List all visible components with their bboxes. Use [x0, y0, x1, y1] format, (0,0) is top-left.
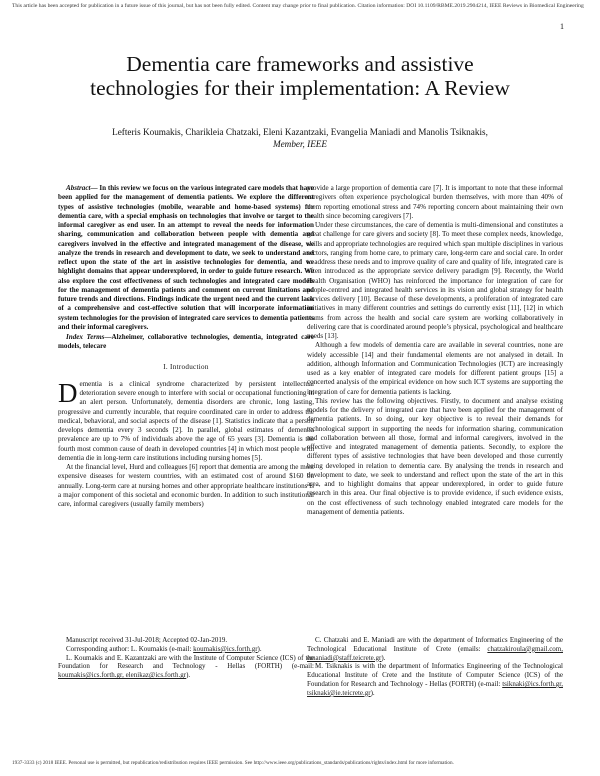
- author-membership: Member, IEEE: [272, 138, 328, 149]
- affil1-text: L. Koumakis and E. Kazantzaki are with the Institute of Computer Science (ICS) of the Foundation for Research and Technology - Hellas (FORTH) (e-mail:: [58, 653, 314, 671]
- corresponding-suffix: ).: [257, 644, 262, 653]
- left-column: [58, 184, 314, 509]
- footnotes-left: [58, 636, 314, 680]
- corresponding-prefix: Corresponding author: L. Koumakis (e-mail:: [66, 644, 194, 653]
- affil1-email-link[interactable]: koumakis@ics.forth.gr, elenikaz@ics.forth.gr: [58, 671, 187, 680]
- affiliation-note-1: [58, 654, 314, 680]
- index-terms: [58, 333, 314, 352]
- abstract: [58, 184, 314, 332]
- footnotes-right: [307, 636, 563, 698]
- page-number: 1: [560, 22, 564, 31]
- paper-title: Dementia care frameworks and assistive technologies for their implementation: A Review: [90, 52, 510, 100]
- copyright-footer: 1937-3333 (c) 2018 IEEE. Personal use is permitted, but republication/redistribution requires IEEE permission. See http://www.ieee.org/publications_standards/publications/rights/index.html for more information.: [12, 760, 454, 766]
- abstract-text: — In this review we focus on the various integrated care models that have been applied for the management of dementia patients. We explore the different types of assistive technologies (mobile, wearable and home-based systems) for dementia care, with a special emphasis on technologies that involve or target to the informal caregiver as end user. In an attempt to reveal the needs for information sharing, communication and collaboration between people with dementia and caregivers involved in the effective and integrated management of the disease, we analyze the trends in research and development to date, we seek to understand and reflect upon the state of the art in assistive technologies for dementia, and we highlight domains that appear underexplored, in order to guide future research. We also explore the cost effectiveness of such technologies and integrated care models for the management of dementia patients and comment on current limitations and future trends and directions. Findings indicate the urgent need and the current lack of a comprehensive and cost-effective solution that will incorporate information system technologies for the provision of integrated care services to dementia patients and their informal caregivers.: [58, 184, 314, 331]
- right-paragraph-3: Although a few models of dementia care are available in several countries, none are widely accessible [14] and their fundamental elements are not analysed in detail. In addition, although Information and Communication Technologies (ICT) are increasingly used as a key enabler of integrated care models for different patient groups [15] a concerted analysis of the empirical evidence on how such ICT systems are supporting the integration of care for dementia patients is lacking.: [307, 341, 563, 396]
- affil3-email-link[interactable]: tsiknaki@ics.forth.gr, tsiknaki@ie.teicrete.gr: [307, 679, 563, 697]
- authors: Lefteris Koumakis, Charikleia Chatzaki, Eleni Kazantzaki, Evangelia Maniadi and Manolis Tsiknakis,: [112, 127, 488, 137]
- affil1-suffix: ).: [186, 671, 191, 680]
- intro-p1-text: ementia is a clinical syndrome characterized by persistent intellectual deterioration severe enough to interfere with social or occupational functioning in an alert person. Unfortunately, dementia disorders are chronic, long lasting, progressive and currently incurable, that require coordinated care in order to address the medical, behavioral, and social aspects of the disease [1]. Statistics indicate that a person develops dementia every 3 seconds [2]. In parallel, global estimates of dementia prevalence are up to 7% of individuals above the age of 65 years [3]. Dementia is the fourth most common cause of death in developed countries [4] in which most people with dementia die in long-term care institutions including nursing homes [5].: [58, 379, 314, 462]
- right-column: [307, 184, 563, 517]
- drop-cap: D: [58, 377, 78, 408]
- affiliation-note-2: [307, 636, 563, 662]
- corresponding-email-link[interactable]: koumakis@ics.forth.gr: [193, 644, 258, 653]
- right-paragraph-4: This review has the following objectives. Firstly, to document and analyse existing models for the delivery of integrated care that have been applied for the management of dementia patients. In so doing, our key objective is to reveal their demands for technological support in supporting the needs for information sharing, communication and collaboration between all those, formal and informal caregivers, involved in the effective and integrated management of dementia patients. Secondly, to explore the different types of assistive technologies that have been developed and those currently being developed in relation to dementia care. By analysing the trends in research and development to date, we seek to understand and reflect upon the state of the art in this area, and to highlight domains that appear underexplored, in order to guide future research in this area. Our final objective is to provide evidence, if such evidence exists, on the cost effectiveness of such technology enabled integrated care models for the management of dementia patients.: [307, 396, 563, 516]
- corresponding-note: [58, 645, 314, 654]
- right-paragraph-2: Under these circumstances, the care of dementia is multi-dimensional and constitutes a great challenge for care givers and society [8]. To meet these complex needs, knowledge, skills and appropriate technologies are required which span multiple disciplines in various sectors, ranging from home care, to primary care, long-term care and social care. In order to address these needs and to improve quality of care and quality of life, integrated care is often introduced as the appropriate service delivery paradigm [9]. Recently, the World Health Organisation (WHO) has reinforced the importance for integration of care for people-centred and integrated health services in its vision and global strategy for health services delivery [10]. Because of these developments, a proliferation of integrated care initiatives in many different countries and settings do currently exist [11], [12] in which teams from across the health and social care system are working collaboratively in delivering care that is coordinated around people’s physical, psychological and healthcare needs [13].: [307, 221, 563, 340]
- affiliation-note-3: [307, 662, 563, 697]
- affil2-suffix: ).: [381, 653, 386, 662]
- journal-notice: This article has been accepted for publication in a future issue of this journal, but has not been fully edited. Content may change prior to final publication. Citation information: DOI 10.1109/RBME.2019.2904214, IEEE Reviews in Biomedical Engineering: [12, 3, 584, 9]
- intro-paragraph-1: [58, 377, 314, 463]
- affil2-email-link[interactable]: chatzakiroula@gmail.com, emaniadi@staff.teicrete.gr: [307, 644, 563, 662]
- intro-paragraph-2: At the financial level, Hurd and colleagues [6] report that dementia are among the most expensive diseases for western countries, with an estimated cost of around $160 bn annually. Long-term care at nursing homes and other appropriate healthcare institutions is a major component of this societal and economic burden. In addition to such institutional care, informal caregivers (usually family members): [58, 463, 314, 508]
- right-paragraph-1: provide a large proportion of dementia care [7]. It is important to note that these informal caregivers often experience psychological burden themselves, with more than 40% of them reporting emotional stress and 74% reporting concern about maintaining their own health since becoming caregivers [7].: [307, 184, 563, 220]
- index-terms-text: —Alzheimer, collaborative technologies, dementia, integrated care models, telecare: [58, 333, 314, 351]
- affil3-suffix: ).: [370, 688, 375, 697]
- received-note: Manuscript received 31-Jul-2018; Accepted 02-Jan-2019.: [66, 636, 228, 644]
- section-heading: I. Introduction: [163, 362, 209, 371]
- affil2-text: C. Chatzaki and E. Maniadi are with the department of Informatics Engineering of the Technological Educational Institute of Crete (emails:: [307, 636, 563, 653]
- index-terms-label: Index Terms: [66, 333, 105, 341]
- affil3-text: M. Tsiknakis is with the department of Informatics Engineering of the Technological Educational Institute of Crete and the Institute of Computer Science (ICS) of the Foundation for Research and Technology - Hellas (FORTH) (e-mail:: [307, 662, 563, 688]
- abstract-label: Abstract: [66, 184, 91, 192]
- author-list: [40, 127, 560, 150]
